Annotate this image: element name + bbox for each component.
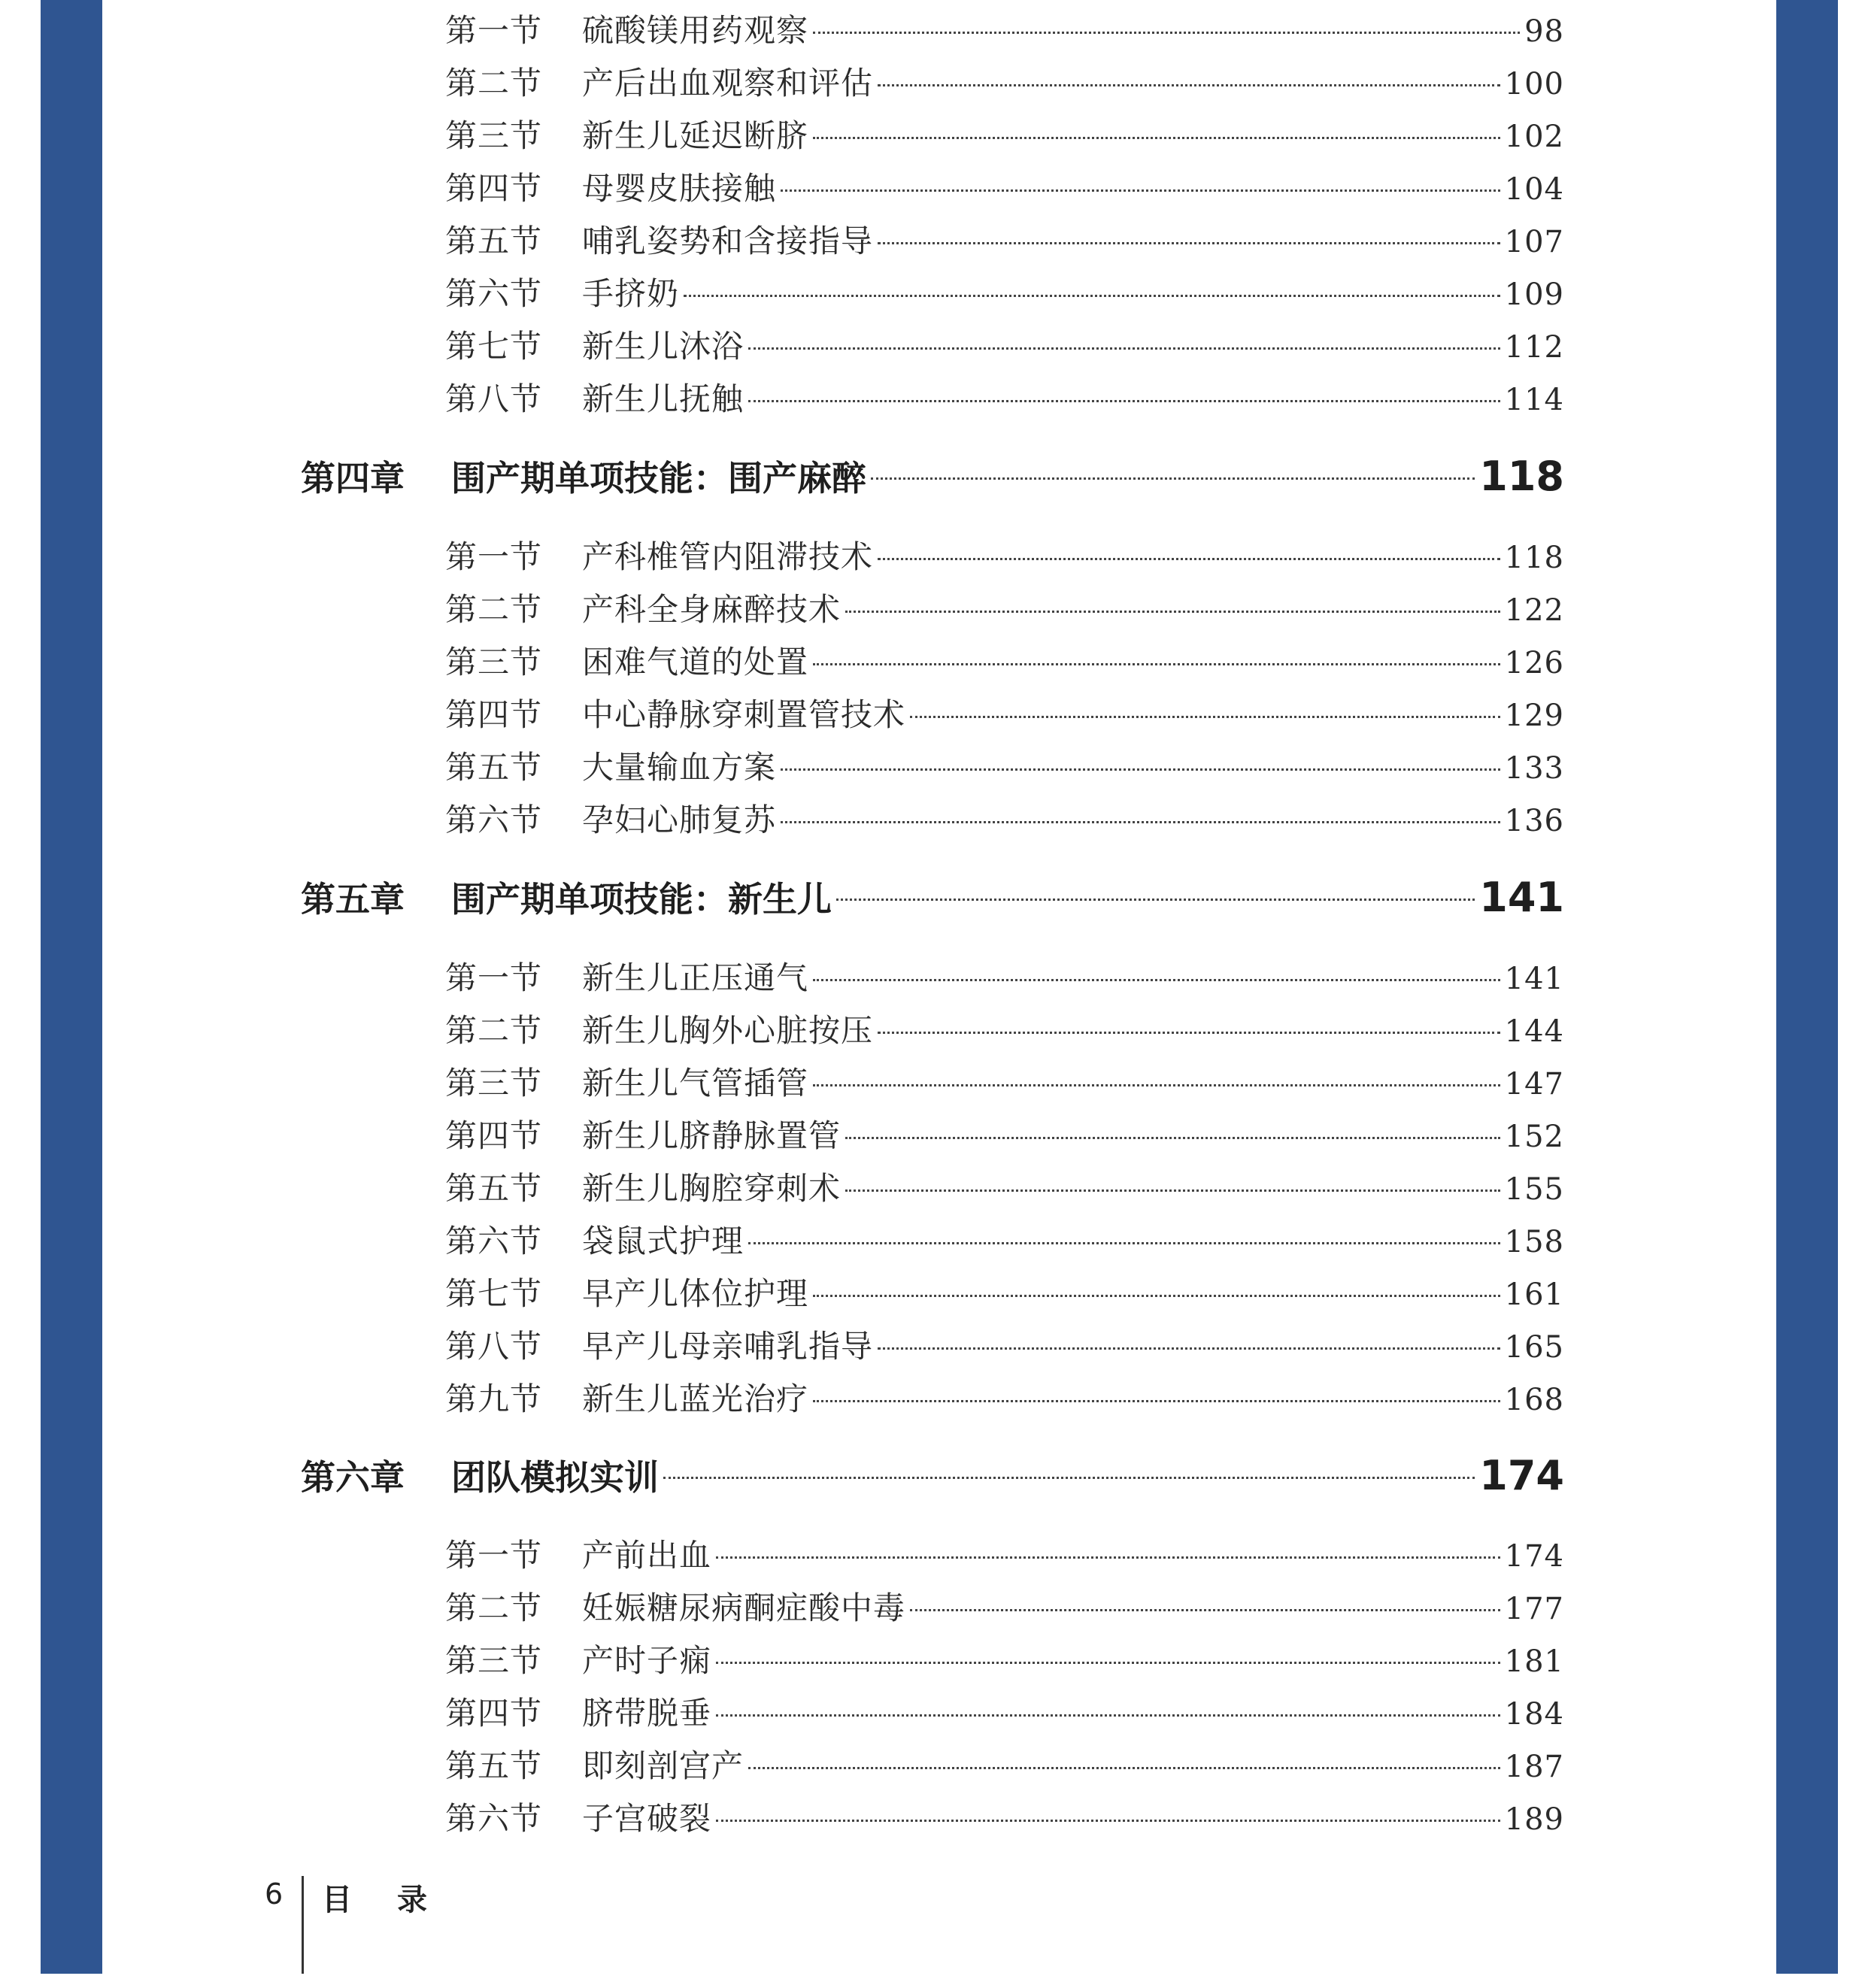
chapter-label: 第六章 xyxy=(301,1457,405,1498)
dot-leader xyxy=(781,189,1500,192)
page-number: 104 xyxy=(1504,172,1564,207)
section-label: 第二节 xyxy=(445,1012,543,1049)
page-number: 152 xyxy=(1504,1120,1564,1154)
section-label: 第八节 xyxy=(445,1328,543,1365)
section-label: 第八节 xyxy=(445,380,543,417)
dot-leader xyxy=(813,32,1520,34)
page-number: 100 xyxy=(1504,67,1564,102)
section-title: 孕妇心肺复苏 xyxy=(582,802,777,838)
dot-leader xyxy=(845,1189,1500,1192)
section-title: 妊娠糖尿病酮症酸中毒 xyxy=(582,1589,906,1626)
section-title: 产时子痫 xyxy=(582,1642,712,1679)
chapter-title: 围产期单项技能：围产麻醉 xyxy=(451,458,866,499)
page-number: 107 xyxy=(1504,225,1564,259)
page-number: 126 xyxy=(1504,646,1564,680)
page-margin-right xyxy=(1838,0,1865,1988)
page-number: 184 xyxy=(1504,1697,1564,1732)
section-label: 第三节 xyxy=(445,644,543,680)
dot-leader xyxy=(878,1347,1500,1350)
page-number: 147 xyxy=(1504,1067,1564,1102)
toc-section-entry[interactable] xyxy=(445,1583,1564,1629)
section-label: 第二节 xyxy=(445,1589,543,1626)
section-label: 第三节 xyxy=(445,1642,543,1679)
dot-leader xyxy=(813,1084,1500,1086)
dot-leader xyxy=(845,611,1500,613)
page-number: 129 xyxy=(1504,699,1564,733)
dot-leader xyxy=(878,84,1500,86)
section-title: 产科全身麻醉技术 xyxy=(582,591,842,628)
dot-leader xyxy=(716,1662,1500,1664)
dot-leader xyxy=(781,768,1500,771)
toc-section-entry[interactable] xyxy=(445,1741,1564,1786)
section-title: 新生儿延迟断脐 xyxy=(582,117,809,154)
section-label: 第五节 xyxy=(445,749,543,786)
dot-leader xyxy=(716,1820,1500,1822)
section-title: 新生儿胸外心脏按压 xyxy=(582,1012,874,1049)
section-title: 早产儿体位护理 xyxy=(582,1275,809,1312)
footer-divider xyxy=(302,1876,304,1974)
toc-section-entry[interactable] xyxy=(445,1006,1564,1051)
section-title: 新生儿抚触 xyxy=(582,380,744,417)
chapter-title: 围产期单项技能：新生儿 xyxy=(451,879,832,920)
chapter-title: 团队模拟实训 xyxy=(451,1457,659,1498)
toc-section-entry[interactable] xyxy=(445,6,1564,51)
dot-leader xyxy=(748,400,1500,402)
section-title: 袋鼠式护理 xyxy=(582,1223,744,1259)
dot-leader xyxy=(836,899,1475,901)
section-title: 困难气道的处置 xyxy=(582,644,809,680)
section-title: 产前出血 xyxy=(582,1537,712,1574)
page-number: 109 xyxy=(1504,277,1564,312)
section-label: 第七节 xyxy=(445,328,543,365)
page-number: 133 xyxy=(1504,751,1564,786)
section-title: 母婴皮肤接触 xyxy=(582,170,777,207)
section-title: 手挤奶 xyxy=(582,275,680,312)
section-label: 第四节 xyxy=(445,696,543,733)
dot-leader xyxy=(781,821,1500,823)
page-number: 118 xyxy=(1504,541,1564,575)
footer-title: 目录 xyxy=(322,1883,472,1917)
footer-page-number: 6 xyxy=(265,1877,284,1911)
dot-leader xyxy=(748,1767,1500,1769)
section-label: 第四节 xyxy=(445,170,543,207)
section-label: 第一节 xyxy=(445,959,543,996)
toc-section-entry[interactable] xyxy=(445,1689,1564,1734)
section-label: 第七节 xyxy=(445,1275,543,1312)
section-title: 中心静脉穿刺置管技术 xyxy=(582,696,906,733)
dot-leader xyxy=(663,1477,1475,1479)
section-title: 哺乳姿势和含接指导 xyxy=(582,223,874,259)
section-label: 第二节 xyxy=(445,65,543,102)
page-number: 181 xyxy=(1504,1644,1564,1679)
dot-leader xyxy=(716,1714,1500,1717)
toc-chapter-entry[interactable] xyxy=(301,872,1564,925)
toc-section-entry[interactable] xyxy=(445,953,1564,999)
section-label: 第六节 xyxy=(445,1800,543,1837)
toc-section-entry[interactable] xyxy=(445,1269,1564,1314)
section-label: 第六节 xyxy=(445,802,543,838)
dot-leader xyxy=(878,242,1500,244)
section-title: 产后出血观察和评估 xyxy=(582,65,874,102)
page-number: 136 xyxy=(1504,804,1564,838)
toc-section-entry[interactable] xyxy=(445,1794,1564,1839)
toc-section-entry[interactable] xyxy=(445,111,1564,156)
chapter-label: 第四章 xyxy=(301,458,405,499)
toc-section-entry[interactable] xyxy=(445,638,1564,683)
dot-leader xyxy=(871,477,1475,480)
section-label: 第四节 xyxy=(445,1117,543,1154)
dot-leader xyxy=(878,1032,1500,1034)
toc-section-entry[interactable] xyxy=(445,585,1564,630)
dot-leader xyxy=(748,1242,1500,1244)
section-label: 第二节 xyxy=(445,591,543,628)
toc-section-entry[interactable] xyxy=(445,1059,1564,1104)
page-number: 98 xyxy=(1524,14,1564,49)
toc-chapter-entry[interactable] xyxy=(301,1450,1564,1503)
page-margin-left xyxy=(0,0,41,1988)
section-title: 即刻剖宫产 xyxy=(582,1747,744,1784)
dot-leader xyxy=(813,663,1500,665)
section-title: 子宫破裂 xyxy=(582,1800,712,1837)
toc-section-entry[interactable] xyxy=(445,1217,1564,1262)
toc-section-entry[interactable] xyxy=(445,690,1564,735)
toc-section-entry[interactable] xyxy=(445,164,1564,209)
section-label: 第九节 xyxy=(445,1380,543,1417)
section-title: 硫酸镁用药观察 xyxy=(582,12,809,49)
page-number: 144 xyxy=(1504,1014,1564,1049)
section-label: 第一节 xyxy=(445,12,543,49)
page-bottom-edge xyxy=(0,1974,1865,1988)
section-label: 第六节 xyxy=(445,1223,543,1259)
section-label: 第三节 xyxy=(445,1065,543,1102)
page-number: 118 xyxy=(1479,453,1564,500)
page-number: 112 xyxy=(1504,330,1564,365)
toc-section-entry[interactable] xyxy=(445,743,1564,788)
dot-leader xyxy=(716,1556,1500,1559)
dot-leader xyxy=(684,295,1500,297)
toc-section-entry[interactable] xyxy=(445,1374,1564,1420)
section-label: 第五节 xyxy=(445,1747,543,1784)
dot-leader xyxy=(813,1400,1500,1402)
left-blue-band xyxy=(41,0,102,1988)
page-number: 174 xyxy=(1479,1452,1564,1499)
section-title: 新生儿脐静脉置管 xyxy=(582,1117,842,1154)
dot-leader xyxy=(878,558,1500,560)
toc-section-entry[interactable] xyxy=(445,1164,1564,1209)
toc-chapter-entry[interactable] xyxy=(301,451,1564,504)
toc-section-entry[interactable] xyxy=(445,796,1564,841)
page-number: 187 xyxy=(1504,1750,1564,1784)
toc-section-entry[interactable] xyxy=(445,1111,1564,1156)
section-label: 第三节 xyxy=(445,117,543,154)
section-title: 新生儿正压通气 xyxy=(582,959,809,996)
page-number: 177 xyxy=(1504,1592,1564,1626)
dot-leader xyxy=(910,1609,1500,1611)
page-number: 114 xyxy=(1504,383,1564,417)
page-number: 161 xyxy=(1504,1277,1564,1312)
page-number: 165 xyxy=(1504,1330,1564,1365)
dot-leader xyxy=(813,1295,1500,1297)
section-label: 第五节 xyxy=(445,1170,543,1207)
right-blue-band xyxy=(1776,0,1838,1988)
section-title: 新生儿蓝光治疗 xyxy=(582,1380,809,1417)
section-label: 第六节 xyxy=(445,275,543,312)
toc-section-entry[interactable] xyxy=(445,322,1564,367)
section-label: 第五节 xyxy=(445,223,543,259)
toc-section-entry[interactable] xyxy=(445,374,1564,420)
page-number: 122 xyxy=(1504,593,1564,628)
toc-section-entry[interactable] xyxy=(445,269,1564,314)
section-label: 第一节 xyxy=(445,1537,543,1574)
dot-leader xyxy=(845,1137,1500,1139)
section-title: 产科椎管内阻滞技术 xyxy=(582,538,874,575)
dot-leader xyxy=(813,979,1500,981)
section-label: 第四节 xyxy=(445,1695,543,1732)
dot-leader xyxy=(813,137,1500,139)
chapter-label: 第五章 xyxy=(301,879,405,920)
toc-section-entry[interactable] xyxy=(445,1531,1564,1576)
toc-section-entry[interactable] xyxy=(445,532,1564,577)
page-number: 155 xyxy=(1504,1172,1564,1207)
page-number: 174 xyxy=(1504,1539,1564,1574)
page-number: 158 xyxy=(1504,1225,1564,1259)
page-number: 189 xyxy=(1504,1802,1564,1837)
section-title: 早产儿母亲哺乳指导 xyxy=(582,1328,874,1365)
toc-section-entry[interactable] xyxy=(445,1322,1564,1367)
section-label: 第一节 xyxy=(445,538,543,575)
page-number: 141 xyxy=(1479,874,1564,921)
page-number: 102 xyxy=(1504,120,1564,154)
dot-leader xyxy=(748,347,1500,350)
dot-leader xyxy=(910,716,1500,718)
section-title: 新生儿胸腔穿刺术 xyxy=(582,1170,842,1207)
section-title: 新生儿气管插管 xyxy=(582,1065,809,1102)
section-title: 新生儿沐浴 xyxy=(582,328,744,365)
page-number: 141 xyxy=(1504,962,1564,996)
section-title: 脐带脱垂 xyxy=(582,1695,712,1732)
toc-section-entry[interactable] xyxy=(445,1636,1564,1681)
toc-section-entry[interactable] xyxy=(445,59,1564,104)
page-number: 168 xyxy=(1504,1383,1564,1417)
toc-section-entry[interactable] xyxy=(445,217,1564,262)
section-title: 大量输血方案 xyxy=(582,749,777,786)
